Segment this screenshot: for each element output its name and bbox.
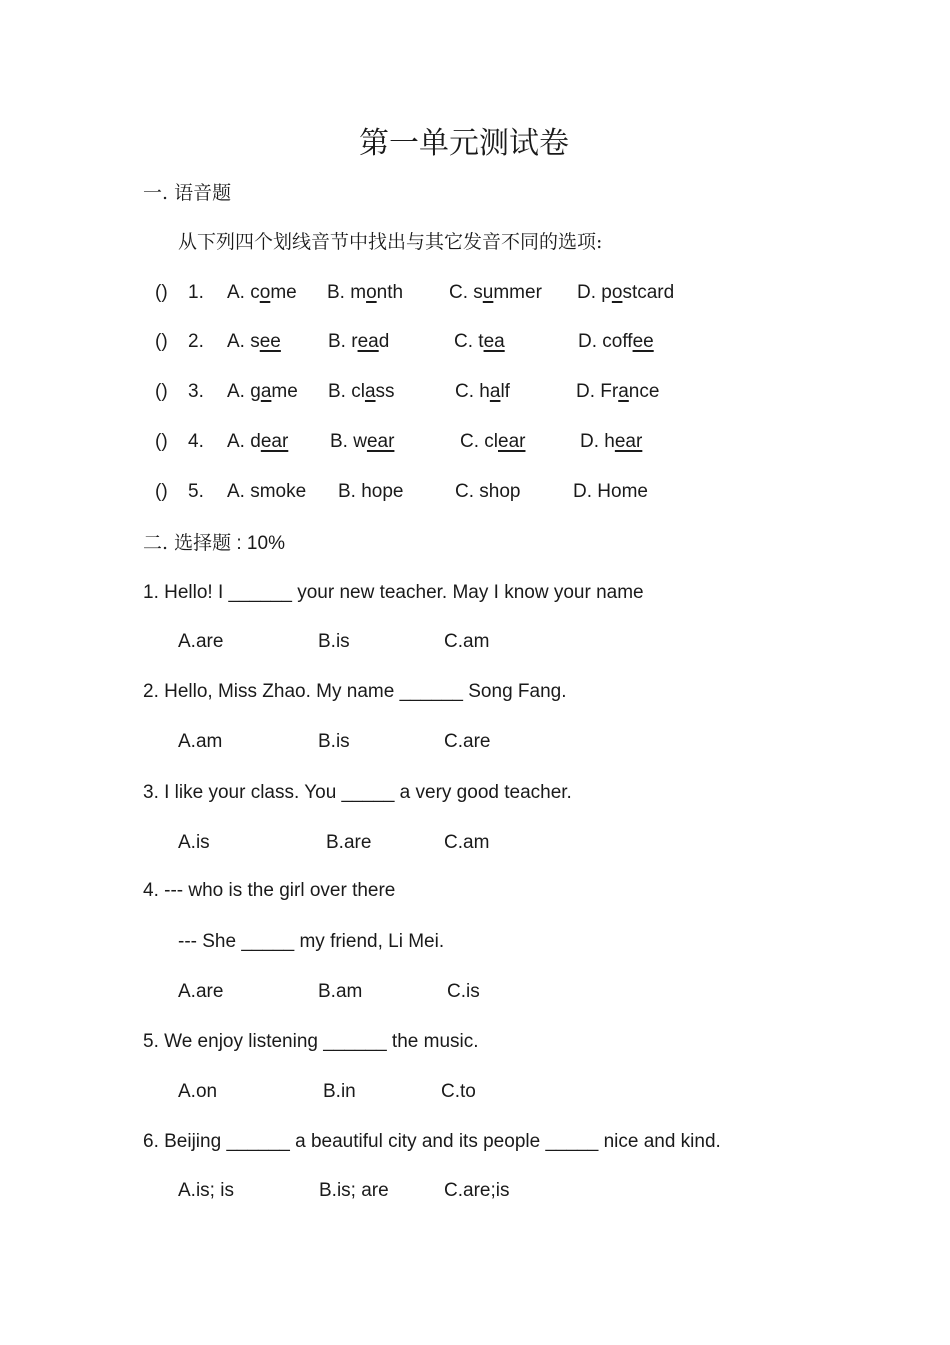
page-title: 第一单元测试卷 (359, 126, 569, 161)
option-text-end: d (378, 331, 390, 352)
option-text: B. cl (328, 381, 365, 402)
phonetics-item-3-option-c (455, 379, 510, 405)
underlined-syllable: a (364, 381, 376, 402)
phonetics-item-4-option-a (227, 429, 288, 455)
phonetics-item-5-option-d (573, 479, 648, 505)
option-text: D. Fr (576, 381, 619, 402)
question-4-stem-answer: --- She _____ my friend, Li Mei. (178, 931, 445, 952)
phonetics-item-1-option-c (449, 280, 542, 306)
section2-heading (143, 530, 285, 557)
option-text: B. m (327, 282, 367, 303)
option-text-end: ss (375, 381, 395, 402)
underlined-syllable: o (259, 282, 271, 303)
phonetics-item-5-option-c (455, 479, 520, 505)
underlined-syllable: ear (366, 431, 395, 452)
phonetics-item-2-option-b (328, 329, 389, 355)
option-text: D. coff (578, 331, 633, 352)
answer-blank-4: () (155, 431, 168, 452)
option-text-end: me (271, 381, 298, 402)
underlined-syllable: ear (614, 431, 643, 452)
option-text: A. c (227, 282, 260, 303)
question-3-option-a: A.is (178, 832, 210, 853)
option-text: C. h (455, 381, 490, 402)
option-text: B. w (330, 431, 367, 452)
option-text: C. cl (460, 431, 498, 452)
question-4-option-a: A.are (178, 981, 224, 1002)
phonetics-item-4-option-c (460, 429, 525, 455)
underlined-syllable: o (611, 282, 623, 303)
question-2-option-b: B.is (318, 731, 350, 752)
question-6-stem: 6. Beijing ______ a beautiful city and its people _____ nice and kind. (143, 1131, 721, 1152)
question-5-option-c: C.to (441, 1081, 476, 1102)
phonetics-item-1-option-a (227, 280, 297, 306)
section1-instruction: 从下列四个划线音节中找出与其它发音不同的选项: (178, 231, 603, 253)
question-4-option-b: B.am (318, 981, 363, 1002)
underlined-syllable: o (366, 282, 377, 303)
phonetics-item-5-option-b (338, 479, 404, 505)
phonetics-item-number-1: 1. (188, 282, 204, 303)
question-6-option-a: A.is; is (178, 1180, 234, 1201)
question-1-option-a: A.are (178, 631, 224, 652)
question-6-option-b: B.is; are (319, 1180, 389, 1201)
option-text-end: mmer (493, 282, 542, 303)
option-text: D. p (577, 282, 612, 303)
option-text: A. d (227, 431, 261, 452)
question-3-option-b: B.are (326, 832, 372, 853)
option-text: C. s (449, 282, 483, 303)
phonetics-item-2-option-d (578, 329, 654, 355)
question-2-stem: 2. Hello, Miss Zhao. My name ______ Song Fang. (143, 681, 567, 702)
underlined-syllable: u (482, 282, 494, 303)
section1-heading: 一. 语音题 (143, 182, 232, 204)
question-1-option-c: C.am (444, 631, 490, 652)
underlined-syllable: ee (632, 331, 654, 352)
option-text: B. r (328, 331, 358, 352)
underlined-syllable: ear (260, 431, 289, 452)
option-text-end: lf (500, 381, 510, 402)
underlined-syllable: a (260, 381, 272, 402)
phonetics-item-4-option-d (580, 429, 642, 455)
option-text: C. t (454, 331, 484, 352)
question-3-option-c: C.am (444, 832, 490, 853)
question-3-stem: 3. I like your class. You _____ a very good teacher. (143, 782, 572, 803)
section2-heading-score: : 10% (231, 533, 285, 554)
underlined-syllable: ea (483, 331, 505, 352)
question-6-option-c: C.are;is (444, 1180, 510, 1201)
question-5-stem: 5. We enjoy listening ______ the music. (143, 1031, 479, 1052)
question-4-stem: 4. --- who is the girl over there (143, 880, 396, 901)
phonetics-item-number-4: 4. (188, 431, 204, 452)
section2-heading-label: 二. 选择题 (143, 532, 232, 554)
answer-blank-2: () (155, 331, 168, 352)
phonetics-item-3-option-b (328, 379, 395, 405)
phonetics-item-5-option-a (227, 479, 306, 505)
phonetics-item-3-option-d (576, 379, 659, 405)
question-5-option-b: B.in (323, 1081, 356, 1102)
question-1-stem: 1. Hello! I ______ your new teacher. May I know your name (143, 582, 644, 603)
phonetics-item-1-option-d (577, 280, 674, 306)
phonetics-item-number-2: 2. (188, 331, 204, 352)
question-2-option-a: A.am (178, 731, 223, 752)
phonetics-item-2-option-a (227, 329, 281, 355)
underlined-syllable: ea (357, 331, 379, 352)
option-text-end: nce (628, 381, 660, 402)
phonetics-item-number-5: 5. (188, 481, 204, 502)
option-text: D. Home (573, 481, 648, 502)
question-4-option-c: C.is (447, 981, 480, 1002)
underlined-syllable: a (489, 381, 501, 402)
question-2-option-c: C.are (444, 731, 491, 752)
option-text-end: stcard (622, 282, 675, 303)
phonetics-item-4-option-b (330, 429, 394, 455)
option-text: C. shop (455, 481, 521, 502)
answer-blank-5: () (155, 481, 168, 502)
underlined-syllable: ee (259, 331, 281, 352)
option-text: B. hope (338, 481, 404, 502)
option-text: A. s (227, 331, 260, 352)
option-text-end: me (270, 282, 297, 303)
option-text: D. h (580, 431, 615, 452)
answer-blank-3: () (155, 381, 168, 402)
option-text: A. g (227, 381, 261, 402)
option-text-end: nth (376, 282, 404, 303)
underlined-syllable: ear (498, 431, 526, 452)
phonetics-item-1-option-b (327, 280, 403, 306)
question-5-option-a: A.on (178, 1081, 218, 1102)
phonetics-item-2-option-c (454, 329, 505, 355)
question-1-option-b: B.is (318, 631, 350, 652)
phonetics-item-number-3: 3. (188, 381, 204, 402)
phonetics-item-3-option-a (227, 379, 298, 405)
answer-blank-1: () (155, 282, 168, 303)
underlined-syllable: a (618, 381, 629, 402)
option-text: A. smoke (227, 481, 307, 502)
